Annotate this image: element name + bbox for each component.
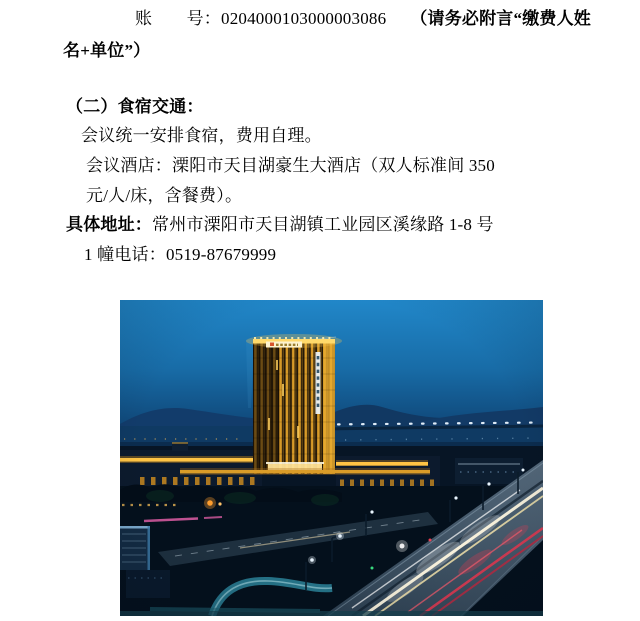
address-label: 具体地址： (66, 215, 152, 234)
phone-line: 1 幢电话：0519-87679999 (84, 245, 277, 264)
hotel-photo (120, 300, 543, 616)
account-line (135, 8, 591, 30)
section-heading: （二）食宿交通： (66, 97, 204, 116)
hotel-line-1: 会议酒店：溧阳市天目湖豪生大酒店（双人标准间 350 (86, 156, 495, 175)
account-note-part1: （请务必附言“缴费人姓 (410, 9, 592, 28)
meal-line: 会议统一安排食宿，费用自理。 (81, 126, 322, 145)
hotel-line-2: 元/人/床，含餐费）。 (86, 186, 243, 205)
address-line (66, 214, 494, 236)
address-text: 常州市溧阳市天目湖镇工业园区溪缘路 1-8 号 (152, 215, 494, 234)
account-number-text: 账 号：0204000103000003086 (135, 9, 387, 28)
account-note-part2: 名+单位”） (63, 41, 151, 60)
